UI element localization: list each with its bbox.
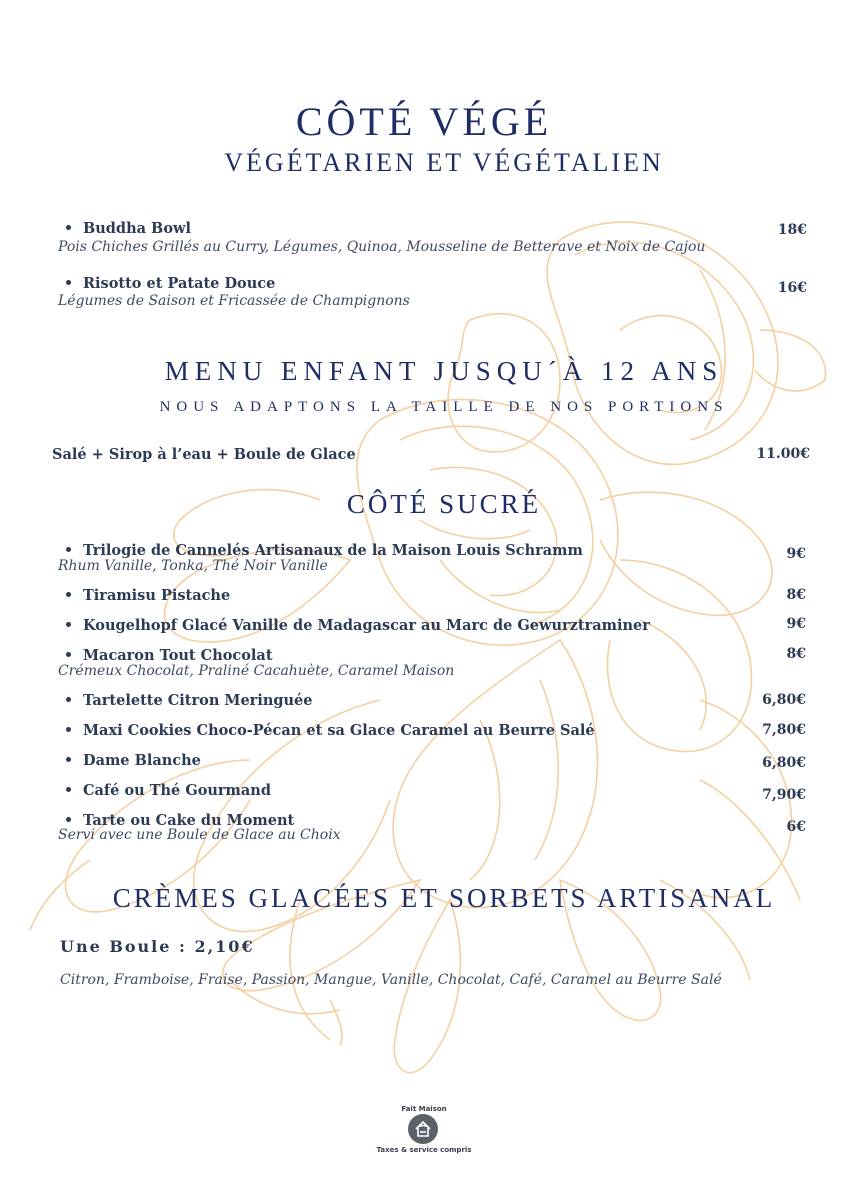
menu-item-label: Tarte ou Cake du Moment: [83, 812, 295, 829]
menu-item-price: 6,80€: [762, 755, 806, 771]
menu-item-price: 7,90€: [762, 787, 806, 803]
icecream-flavours: Citron, Framboise, Fraise, Passion, Mangue, Vanille, Chocolat, Café, Caramel au Beurre Salé: [60, 972, 722, 988]
menu-item-name: [66, 692, 313, 709]
menu-item-label: Macaron Tout Chocolat: [83, 647, 273, 664]
menu-item-price: 6€: [786, 819, 806, 835]
menu-item-price: 9€: [786, 616, 806, 632]
fait-maison-label: Fait Maison: [401, 1105, 447, 1113]
sweet-section-title: CÔTÉ SUCRÉ: [346, 489, 542, 519]
menu-item-label: Maxi Cookies Choco-Pécan et sa Glace Caramel au Beurre Salé: [83, 722, 595, 739]
menu-item-description: Pois Chiches Grillés au Curry, Légumes, Quinoa, Mousseline de Betterave et Noix de Cajou: [58, 239, 706, 255]
menu-item-name: [66, 647, 273, 664]
menu-item-price: 8€: [786, 646, 806, 662]
bullet-icon: [66, 547, 71, 552]
menu-item-price: 18€: [777, 222, 807, 238]
menu-item-label: Tartelette Citron Meringuée: [83, 692, 313, 709]
menu-item-label: Tiramisu Pistache: [83, 587, 231, 604]
menu-item-name: [66, 220, 191, 237]
bullet-icon: [66, 652, 71, 657]
page-title: CÔTÉ VÉGÉ: [295, 99, 553, 144]
icecream-price: Une Boule : 2,10€: [60, 937, 255, 956]
menu-item-label: Risotto et Patate Douce: [83, 275, 276, 292]
bullet-icon: [66, 280, 71, 285]
icecream-section-title: CRÈMES GLACÉES ET SORBETS ARTISANAL: [112, 883, 776, 913]
menu-item-description: Servi avec une Boule de Glace au Choix: [58, 827, 341, 843]
menu-item-name: [66, 275, 275, 292]
menu-item-name: [66, 782, 271, 799]
menu-item-label: Café ou Thé Gourmand: [83, 782, 271, 799]
bullet-icon: [66, 697, 71, 702]
menu-item-description: Légumes de Saison et Fricassée de Champignons: [58, 293, 410, 309]
menu-item-price: 6,80€: [762, 692, 806, 708]
bullet-icon: [66, 225, 71, 230]
kids-menu-title: MENU ENFANT JUSQU´À 12 ANS: [164, 356, 724, 386]
menu-item-label: Dame Blanche: [83, 752, 201, 769]
menu-item-label: Kougelhopf Glacé Vanille de Madagascar au Marc de Gewurztraminer: [83, 617, 650, 634]
kids-menu-subtitle: NOUS ADAPTONS LA TAILLE DE NOS PORTIONS: [159, 399, 729, 415]
menu-item-price: 7,80€: [762, 722, 806, 738]
menu-item-name: [66, 542, 583, 559]
bullet-icon: [66, 757, 71, 762]
menu-item-price: 9€: [786, 546, 806, 562]
kids-menu-item: Salé + Sirop à l’eau + Boule de Glace: [52, 446, 356, 463]
kids-menu-price: 11.00€: [756, 446, 810, 462]
menu-item-name: [66, 752, 201, 769]
menu-item-label: Buddha Bowl: [83, 220, 191, 237]
house-chef-icon: [408, 1114, 438, 1144]
menu-item-name: [66, 587, 230, 604]
taxes-label: Taxes & service compris: [376, 1146, 472, 1154]
menu-item-price: 16€: [777, 280, 807, 296]
menu-item-name: [66, 722, 595, 739]
bullet-icon: [66, 817, 71, 822]
bullet-icon: [66, 727, 71, 732]
menu-item-description: Rhum Vanille, Tonka, Thé Noir Vanille: [58, 558, 328, 574]
menu-item-name: [66, 617, 650, 634]
bullet-icon: [66, 592, 71, 597]
menu-item-price: 8€: [786, 587, 806, 603]
bullet-icon: [66, 622, 71, 627]
menu-item-description: Crémeux Chocolat, Praliné Cacahuète, Caramel Maison: [58, 663, 455, 679]
menu-item-label: Trilogie de Cannelés Artisanaux de la Maison Louis Schramm: [83, 542, 583, 559]
bullet-icon: [66, 787, 71, 792]
page-subtitle: VÉGÉTARIEN ET VÉGÉTALIEN: [224, 148, 664, 177]
